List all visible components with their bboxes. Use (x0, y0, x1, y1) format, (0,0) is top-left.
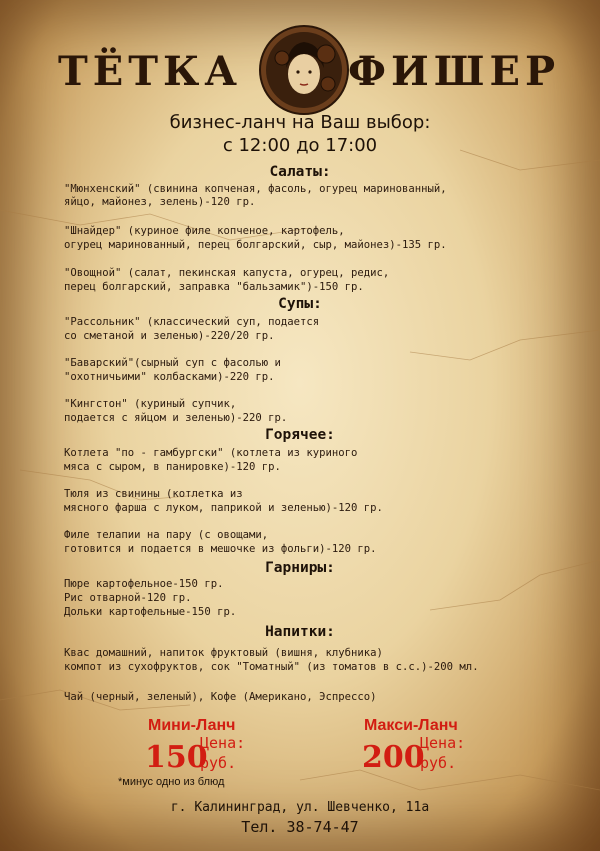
brand-title-left: ТЁТКА (58, 48, 242, 95)
hot-item-line: Филе телапии на пару (с овощами, (64, 529, 269, 541)
side-item-line: Дольки картофельные-150 гр. (64, 606, 237, 618)
maxi-lunch-price-unit: руб. (420, 754, 457, 772)
mini-lunch-label: Мини-Ланч (148, 717, 236, 734)
mini-lunch-price-word: Цена: (200, 734, 246, 752)
soup-item-line: "охотничьими" колбасками)-220 гр. (64, 371, 275, 383)
section-title-drinks: Напитки: (265, 624, 335, 640)
side-item-line: Пюре картофельное-150 гр. (64, 578, 224, 590)
brand-title-right: ФИШЕР (348, 48, 561, 95)
section-title-sides: Гарниры: (265, 560, 335, 576)
salad-item-line: яйцо, майонез, зелень)-120 гр. (64, 196, 256, 208)
soup-item-line: со сметаной и зеленью)-220/20 гр. (64, 330, 275, 342)
side-item-line: Рис отварной-120 гр. (64, 592, 192, 604)
mini-lunch-price: 150 (145, 740, 208, 775)
offer-footnote: *минус одно из блюд (118, 776, 225, 788)
salad-item-line: перец болгарский, заправка "бальзамик")-150 гр. (64, 281, 364, 293)
mini-lunch-price-unit: руб. (200, 754, 237, 772)
woman-portrait-icon (258, 24, 350, 116)
soup-item-line: "Баварский"(сырный суп с фасолью и (64, 357, 281, 369)
soup-item-line: "Кингстон" (куриный супчик, (64, 398, 237, 410)
salad-item-line: "Мюнхенский" (свинина копченая, фасоль, огурец маринованный, (64, 183, 447, 195)
salad-item-line: "Овощной" (салат, пекинская капуста, огурец, редис, (64, 267, 390, 279)
soup-item-line: "Рассольник" (классический суп, подается (64, 316, 320, 328)
hot-item-line: Котлета "по - гамбургски" (котлета из куриного (64, 447, 358, 459)
section-title-hot: Горячее: (265, 427, 335, 443)
drink-item-line: компот из сухофруктов, сок "Томатный" (из томатов в с.с.)-200 мл. (64, 661, 479, 673)
salad-item-line: огурец маринованный, перец болгарский, сыр, майонез)-135 гр. (64, 239, 447, 251)
footer-phone: Тел. 38-74-47 (241, 818, 359, 836)
drink-item-line: Чай (черный, зеленый), Кофе (Американо, Эспрессо) (64, 691, 377, 703)
maxi-lunch-label: Макси-Ланч (364, 717, 458, 734)
intro-line-2: с 12:00 до 17:00 (222, 135, 378, 156)
hot-item-line: готовится и подается в мешочке из фольги)-120 гр. (64, 543, 377, 555)
footer-address: г. Калининград, ул. Шевченко, 11а (170, 800, 430, 815)
section-title-soups: Супы: (278, 296, 322, 312)
salad-item-line: "Шнайдер" (куриное филе копченое, картофель, (64, 225, 345, 237)
hot-item-line: Тюля из свинины (котлетка из (64, 488, 243, 500)
maxi-lunch-price: 200 (362, 740, 425, 775)
hot-item-line: мясного фарша с луком, паприкой и зеленью)-120 гр. (64, 502, 383, 514)
maxi-lunch-price-word: Цена: (420, 734, 466, 752)
brand-header (0, 18, 600, 113)
soup-item-line: подается с яйцом и зеленью)-220 гр. (64, 412, 288, 424)
drink-item-line: Квас домашний, напиток фруктовый (вишня, клубника) (64, 647, 383, 659)
hot-item-line: мяса с сыром, в панировке)-120 гр. (64, 461, 281, 473)
section-title-salads: Салаты: (269, 164, 331, 180)
intro-line-1: бизнес-ланч на Ваш выбор: (169, 112, 431, 133)
